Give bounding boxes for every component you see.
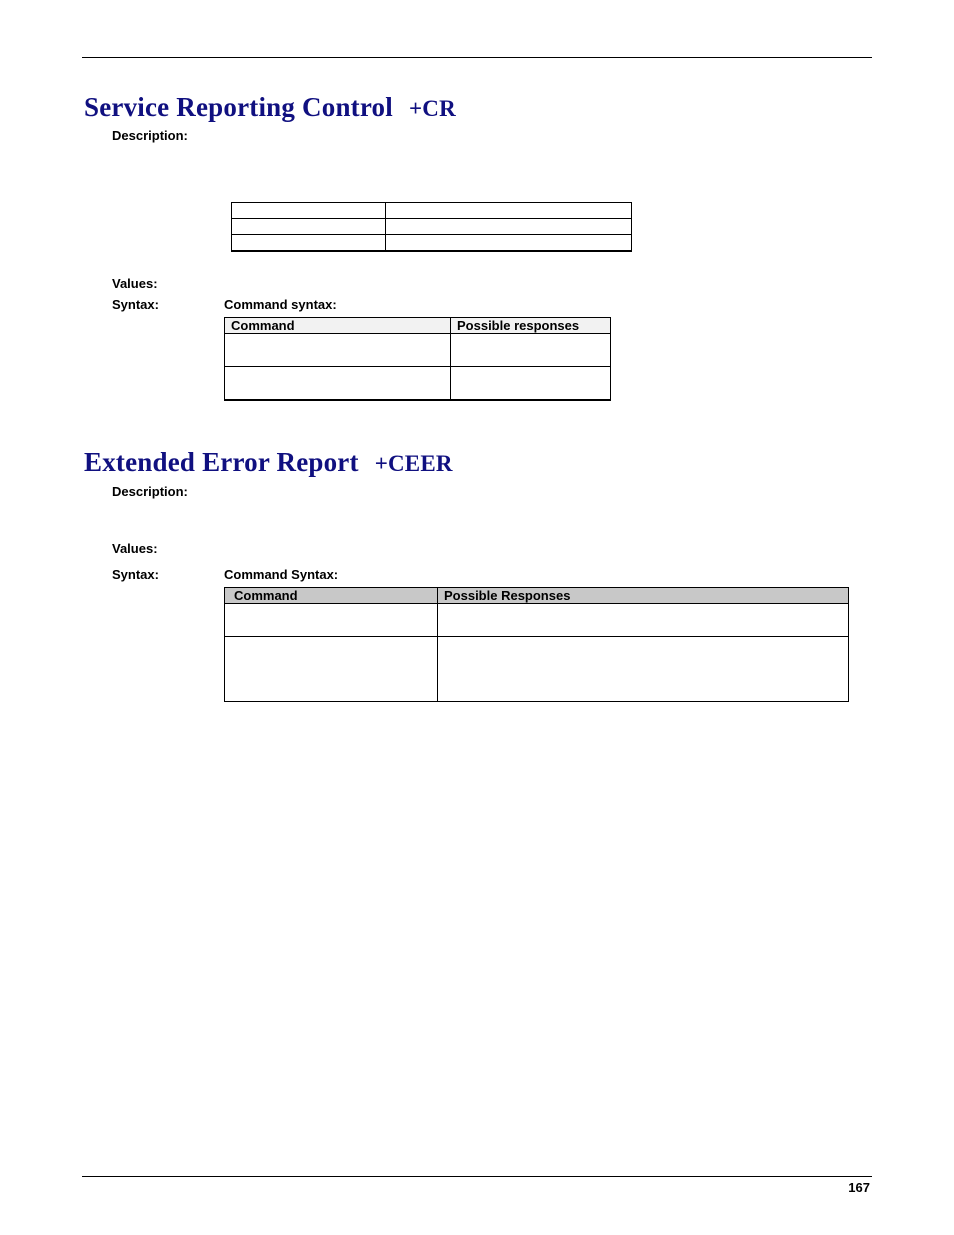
footer-rule: [82, 1176, 872, 1177]
column-header-command: Command: [225, 588, 438, 604]
table-cell: [225, 367, 451, 401]
values-label: Values:: [112, 276, 158, 291]
section-title-text: Extended Error Report: [84, 447, 359, 477]
syntax-label: Syntax:: [112, 567, 159, 582]
table-cell: [451, 334, 611, 367]
section-command: +CEER: [374, 451, 453, 476]
values-label: Values:: [112, 541, 158, 556]
description-label: Description:: [112, 484, 188, 499]
table-cell: [225, 334, 451, 367]
table-cell: [386, 203, 632, 219]
table-cell: [225, 604, 438, 637]
section-command: +CR: [408, 96, 456, 121]
section-title-cr: [84, 92, 456, 123]
section-title-text: Service Reporting Control: [84, 92, 393, 122]
page-number: 167: [848, 1180, 870, 1195]
syntax-label: Syntax:: [112, 297, 159, 312]
column-header-command: Command: [225, 318, 451, 334]
column-header-responses: Possible responses: [451, 318, 611, 334]
table-cell: [386, 219, 632, 235]
command-syntax-label: Command syntax:: [224, 297, 337, 312]
table-cell: [232, 235, 386, 252]
command-syntax-table: [224, 317, 611, 401]
header-rule: [82, 57, 872, 58]
table-cell: [451, 367, 611, 401]
table-cell: [438, 637, 849, 702]
section-title-ceer: [84, 447, 453, 478]
description-label: Description:: [112, 128, 188, 143]
command-syntax-table: [224, 587, 849, 702]
table-cell: [386, 235, 632, 252]
table-cell: [232, 219, 386, 235]
table-cell: [438, 604, 849, 637]
table-cell: [232, 203, 386, 219]
table-cell: [225, 637, 438, 702]
values-table: [231, 202, 632, 252]
column-header-responses: Possible Responses: [438, 588, 849, 604]
command-syntax-label: Command Syntax:: [224, 567, 339, 582]
